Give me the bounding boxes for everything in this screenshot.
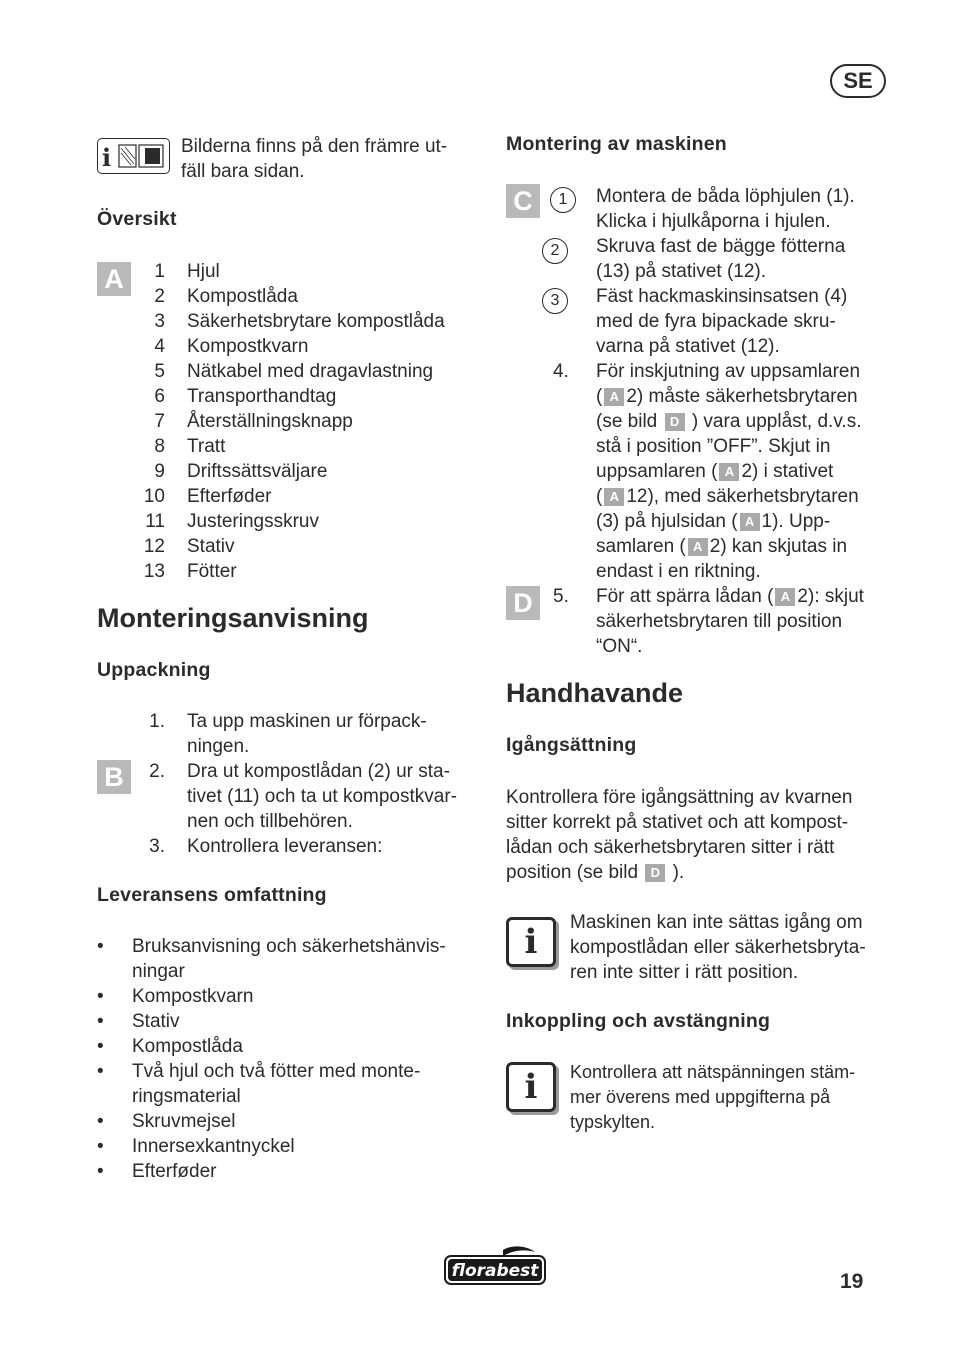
list-item: • Två hjul och två fötter med monte- ringsmaterial	[97, 1061, 421, 1107]
step-number-4: 4.	[553, 361, 569, 382]
list-item: • Innersexkantnyckel	[97, 1136, 295, 1157]
figure-label-c: C	[506, 184, 540, 218]
list-item: 4 Kompostkvarn	[154, 336, 309, 357]
language-badge: SE	[830, 64, 886, 98]
list-item: 5 Nätkabel med dragavlastning	[154, 361, 434, 382]
info-icon: i	[506, 917, 556, 967]
svg-text:i: i	[102, 143, 112, 172]
assembly-heading: Montering av maskinen	[506, 133, 727, 155]
assembly-step-1: Montera de båda löphjulen (1). Klicka i hjulkåporna i hjulen.	[596, 186, 855, 232]
list-item: • Kompostkvarn	[97, 986, 254, 1007]
info-note-startup: Maskinen kan inte sättas igång om kompostlådan eller säkerhetsbryta- ren inte sitter i rätt position.	[570, 912, 866, 983]
list-item: 10 Efterføder	[143, 486, 272, 507]
list-item: 2 Kompostlåda	[154, 286, 298, 307]
figure-label-b: B	[97, 760, 131, 794]
delivery-list	[97, 934, 497, 1184]
list-item: 7 Återställningsknapp	[154, 411, 353, 432]
list-item: 3 Säkerhetsbrytare kompostlåda	[154, 311, 445, 332]
list-item: 13 Fötter	[143, 561, 237, 582]
page-number: 19	[840, 1270, 864, 1293]
overview-parts-list	[117, 259, 497, 584]
step-marker-1: 1	[550, 187, 576, 213]
list-item: 9 Driftssättsväljare	[154, 461, 328, 482]
delivery-heading: Leveransens omfattning	[97, 884, 327, 906]
figure-ref-a: A	[740, 513, 760, 531]
list-item: • Efterføder	[97, 1161, 217, 1182]
assembly-step-5: För att spärra lådan ( A 2): skjut säkerhetsbrytaren till position “ON“.	[596, 586, 864, 657]
figure-ref-d: D	[665, 413, 685, 431]
startup-paragraph: Kontrollera före igångsättning av kvarnen sitter korrekt på stativet och att kompost- lådan och säkerhetsbrytaren sitter i rätt position (se bild D ).	[506, 787, 853, 883]
step-marker-2: 2	[542, 238, 568, 264]
assembly-step-3: Fäst hackmaskinsinsatsen (4) med de fyra bipackade skru- varna på stativet (12).	[596, 286, 848, 357]
unpacking-heading: Uppackning	[97, 659, 211, 681]
list-item: 1. Ta upp maskinen ur förpack- ningen.	[149, 711, 427, 757]
figure-ref-a: A	[688, 538, 708, 556]
list-item: • Stativ	[97, 1011, 180, 1032]
section-title-mounting: Monteringsanvisning	[97, 603, 369, 633]
onoff-heading: Inkoppling och avstängning	[506, 1010, 771, 1032]
list-item: 1 Hjul	[154, 261, 220, 282]
step-number-5: 5.	[553, 586, 569, 607]
figure-ref-a: A	[775, 588, 795, 606]
unpacking-steps	[117, 709, 497, 859]
figure-ref-a: A	[719, 463, 739, 481]
startup-heading: Igångsättning	[506, 734, 637, 756]
list-item: • Kompostlåda	[97, 1036, 243, 1057]
figure-label-a: A	[97, 262, 131, 296]
list-item: • Bruksanvisning och säkerhetshänvis- ningar	[97, 936, 446, 982]
overview-heading: Översikt	[97, 208, 177, 230]
assembly-step-2: Skruva fast de bägge fötterna (13) på stativet (12).	[596, 236, 846, 282]
list-item: 3. Kontrollera leveransen:	[149, 836, 383, 857]
list-item: 8 Tratt	[154, 436, 226, 457]
info-note-onoff: Kontrollera att nätspänningen stäm- mer överens med uppgifterna på typskylten.	[570, 1062, 856, 1132]
figure-ref-d: D	[645, 864, 665, 882]
list-item: 6 Transporthandtag	[154, 386, 337, 407]
foldout-note: Bilderna finns på den främre ut- fäll bara sidan.	[181, 136, 448, 182]
list-item: 12 Stativ	[143, 536, 235, 557]
foldout-page-icon	[97, 138, 170, 174]
florabest-logo	[443, 1244, 547, 1286]
list-item: • Skruvmejsel	[97, 1111, 236, 1132]
assembly-step-4: För inskjutning av uppsamlaren ( A 2) måste säkerhetsbrytaren (se bild D ) vara upplåst, d.v.s. stå i position ”OFF”. Skjut in uppsamlaren ( A 2) i stativet ( A 12), med säkerhetsbrytaren (3) på hjulsidan ( A 1). Upp- samlaren ( A 2) kan skjutas in endast i en riktning.	[596, 361, 862, 582]
figure-ref-a: A	[604, 388, 624, 406]
svg-text:florabest: florabest	[451, 1261, 539, 1281]
list-item: 11 Justeringsskruv	[145, 511, 319, 532]
step-marker-3: 3	[542, 288, 568, 314]
figure-ref-a: A	[604, 488, 624, 506]
info-icon: i	[506, 1062, 556, 1112]
section-title-operation: Handhavande	[506, 678, 684, 708]
figure-label-d: D	[506, 586, 540, 620]
list-item: 2. Dra ut kompostlådan (2) ur sta- tivet (11) och ta ut kompostkvar- nen och tillbehören.	[149, 761, 457, 832]
